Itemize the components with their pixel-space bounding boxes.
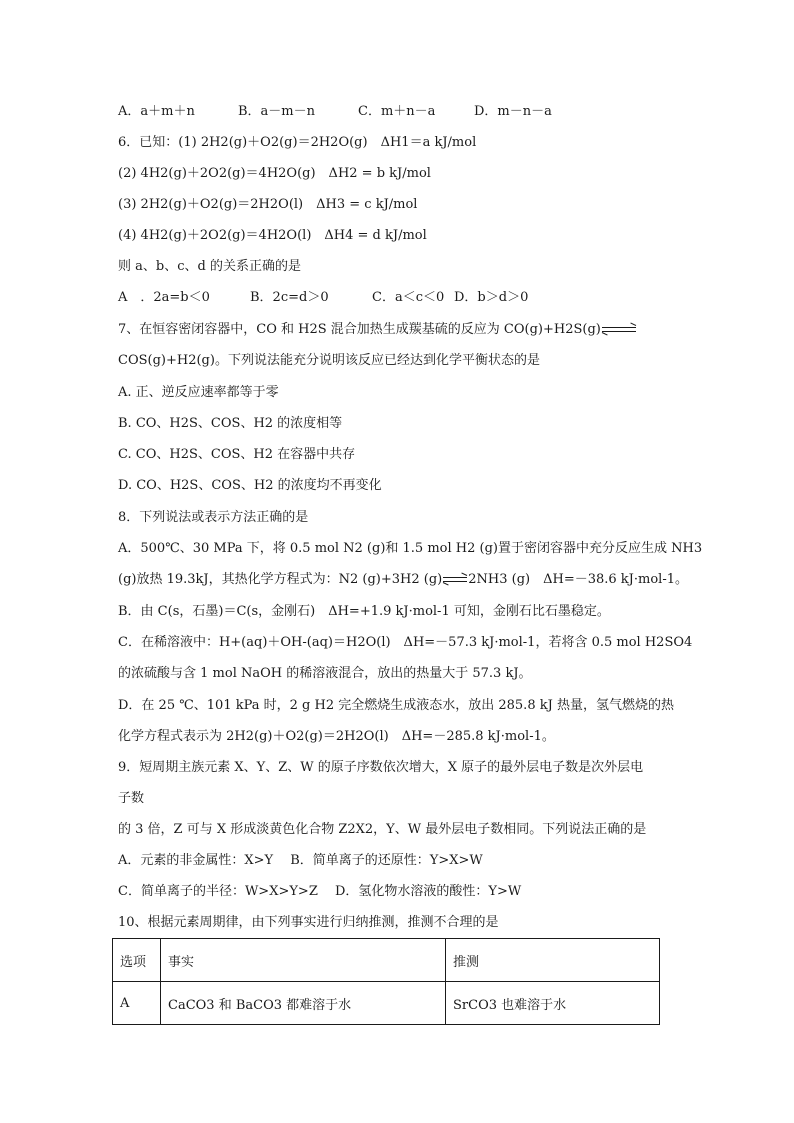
q8-stem: 8．下列说法或表示方法正确的是 xyxy=(118,510,309,525)
q7-option-c: C. CO、H2S、COS、H2 在容器中共存 xyxy=(118,447,356,462)
q9-options-cd: C．简单离子的半径：W>X>Y>Z D．氢化物水溶液的酸性：Y>W xyxy=(118,884,522,899)
q5-options xyxy=(118,104,552,120)
q6-option-d: D．b＞d＞0 xyxy=(454,290,529,305)
table-header-cell: 选项 xyxy=(113,939,161,982)
q9-stem-1: 9．短周期主族元素 X、Y、Z、W 的原子序数依次增大，X 原子的最外层电子数是次外层电 xyxy=(118,760,644,775)
q7-option-a: A. 正、逆反应速率都等于零 xyxy=(118,385,279,400)
q6-line-1 xyxy=(118,135,476,151)
q8-option-a-line-2-tail: 2NH3 (g) ΔH=－38.6 kJ·mol-1。 xyxy=(468,572,688,587)
q8-option-a-line-2-text: (g)放热 19.3kJ，其热化学方程式为：N2 (g)+3H2 (g) xyxy=(118,572,443,587)
table-cell: CaCO3 和 BaCO3 都难溶于水 xyxy=(161,982,446,1025)
q8-option-c-line-2: 的浓硫酸与含 1 mol NaOH 的稀溶液混合，放出的热量大于 57.3 kJ。 xyxy=(118,666,532,681)
q7-stem-2: COS(g)+H2(g)。下列说法能充分说明该反应已经达到化学平衡状态的是 xyxy=(118,353,540,368)
q6-option-a: A ．2a=b＜0 xyxy=(118,290,210,305)
equilibrium-arrow-icon xyxy=(443,576,467,584)
q7-stem-1 xyxy=(118,322,637,338)
q5-option-d: D．m－n－a xyxy=(474,104,552,119)
q9-options-ab: A．元素的非金属性：X>Y B．简单离子的还原性：Y>X>W xyxy=(118,853,483,868)
q8-option-d-line-1: D．在 25 ℃、101 kPa 时，2 g H2 完全燃烧生成液态水，放出 285.8 kJ 热量，氢气燃烧的热 xyxy=(118,698,674,713)
q5-option-c: C．m＋n－a xyxy=(358,104,436,119)
q10-stem: 10、根据元素周期律，由下列事实进行归纳推测，推测不合理的是 xyxy=(118,915,499,930)
q6-eq1: (1) 2H2(g)＋O2(g)＝2H2O(g) ΔH1＝a kJ/mol xyxy=(178,135,477,150)
q9-stem-2: 子数 xyxy=(118,791,145,806)
table-row xyxy=(113,982,660,1025)
table-cell: SrCO3 也难溶于水 xyxy=(446,982,660,1025)
q8-option-d-line-2: 化学方程式表示为 2H2(g)＋O2(g)＝2H2O(l) ΔH=－285.8 kJ·mol-1。 xyxy=(118,729,555,744)
q6-eq4: (4) 4H2(g)＋2O2(g)＝4H2O(l) ΔH4 = d kJ/mol xyxy=(118,228,427,243)
q6-option-b: B．2c=d＞0 xyxy=(250,290,329,305)
q5-option-b: B．a－m－n xyxy=(238,104,316,119)
q6-options xyxy=(118,290,528,306)
q6-eq2: (2) 4H2(g)＋2O2(g)＝4H2O(g) ΔH2 = b kJ/mol xyxy=(118,166,431,181)
q7-option-b: B. CO、H2S、COS、H2 的浓度相等 xyxy=(118,416,343,431)
q6-eq3: (3) 2H2(g)＋O2(g)＝2H2O(l) ΔH3 = c kJ/mol xyxy=(118,197,418,212)
q8-option-a-line-2 xyxy=(118,572,688,588)
table-header-cell: 事实 xyxy=(161,939,446,982)
q6-prefix: 6．已知： xyxy=(118,135,179,150)
q9-stem-3: 的 3 倍，Z 可与 X 形成淡黄色化合物 Z2X2，Y、W 最外层电子数相同。下列说法正确的是 xyxy=(118,822,647,837)
q6-question: 则 a、b、c、d 的关系正确的是 xyxy=(118,259,301,274)
table-header-row xyxy=(113,939,660,982)
table-cell: A xyxy=(113,982,161,1025)
table-header-cell: 推测 xyxy=(446,939,660,982)
q6-option-c: C．a＜c＜0 xyxy=(372,290,445,305)
q5-option-a: A．a＋m＋n xyxy=(118,104,195,119)
q10-table xyxy=(112,938,660,1025)
q8-option-c-line-1: C．在稀溶液中：H+(aq)＋OH-(aq)＝H2O(l) ΔH=－57.3 kJ·mol-1，若将含 0.5 mol H2SO4 xyxy=(118,635,693,650)
equilibrium-arrow-icon xyxy=(602,326,636,334)
q8-option-b: B．由 C(s，石墨)＝C(s，金刚石) ΔH=+1.9 kJ·mol-1 可知，金刚石比石墨稳定。 xyxy=(118,604,610,619)
q8-option-a-line-1: A．500℃、30 MPa 下，将 0.5 mol N2 (g)和 1.5 mol H2 (g)置于密闭容器中充分反应生成 NH3 xyxy=(118,541,703,556)
q7-option-d: D. CO、H2S、COS、H2 的浓度均不再变化 xyxy=(118,478,382,493)
q7-stem-1-text: 7、在恒容密闭容器中，CO 和 H2S 混合加热生成羰基硫的反应为 CO(g)+H2S(g) xyxy=(118,322,601,337)
